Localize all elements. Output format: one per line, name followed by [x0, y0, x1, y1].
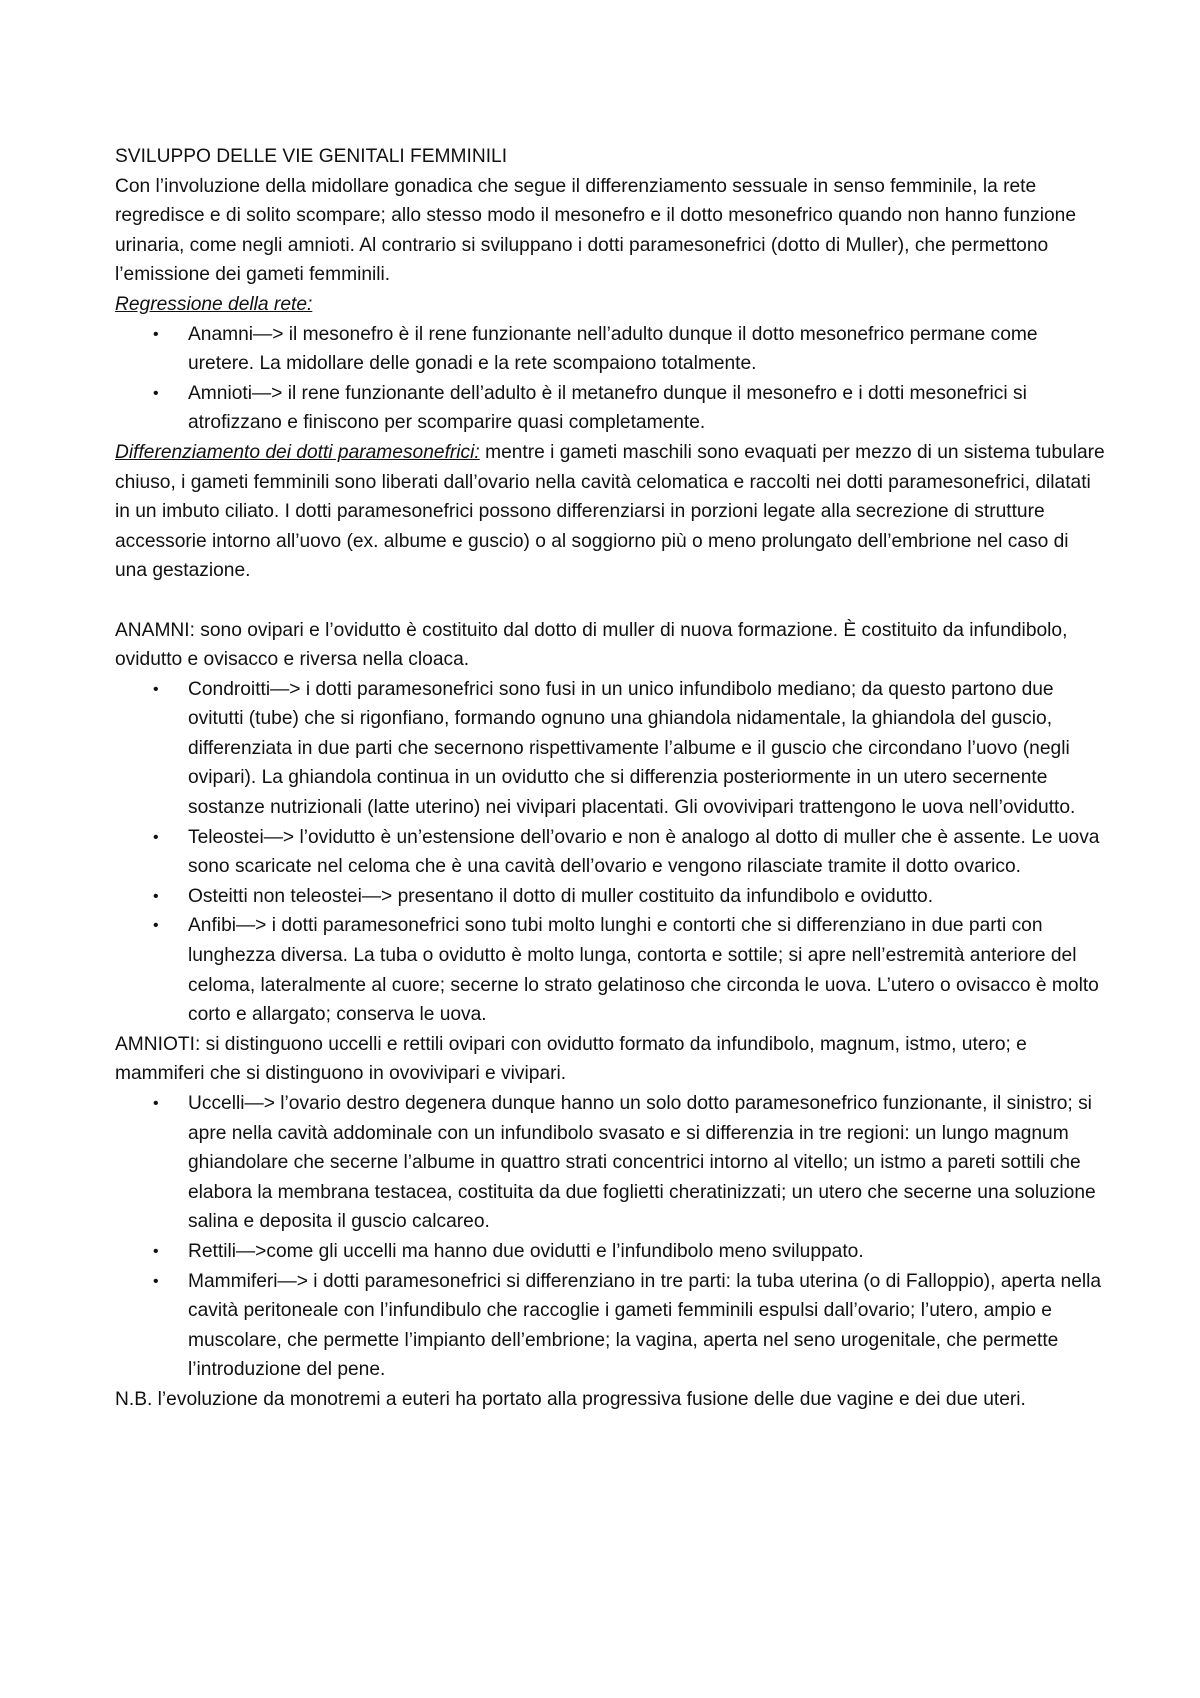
- regressione-heading: Regressione della rete:: [115, 293, 313, 315]
- list-item-text: Teleostei—> l’ovidutto è un’estensione dell’ovario e non è analogo al dotto di muller che è assente. Le uova sono scaricate nel celoma che è una cavità dell’ovario e vengono rilasciate tramite il dotto ovarico.: [188, 826, 1100, 878]
- list-item: [115, 1267, 1105, 1385]
- list-item-text: Anfibi—> i dotti paramesonefrici sono tubi molto lunghi e contorti che si differenziano in due parti con lunghezza diversa. La tuba o ovidutto è molto lunga, contorta e sottile; si apre nell’estremità anteriore del celoma, lateralmente al cuore; secerne lo strato gelatinoso che circonda le uova. L’utero o ovisacco è molto corto e allargato; conserva le uova.: [188, 915, 1099, 1026]
- bullet-icon: •: [153, 887, 159, 905]
- bullet-icon: •: [153, 384, 159, 402]
- bullet-icon: •: [153, 1095, 159, 1112]
- nb-paragraph: N.B. l’evoluzione da monotremi a euteri ha portato alla progressiva fusione delle due vagine e dei due uteri.: [115, 1388, 1026, 1410]
- differenziamento-text: mentre i gameti maschili sono evaquati per mezzo di un sistema tubulare chiuso, i gameti femminili sono liberati dall’ovario nella cavità celomatica e raccolti nei dotti paramesonefrici, dilatati in un imbuto ciliato. I dotti paramesonefrici possono differenziarsi in porzioni legate alla secrezione di strutture accessorie intorno all’uovo (ex. albume e guscio) o al soggiorno più o meno prolungato dell’embrione nel caso di una gestazione.: [115, 441, 1105, 582]
- amnioti-list: [115, 1089, 1105, 1385]
- list-item: [115, 823, 1105, 882]
- intro-paragraph: Con l’involuzione della midollare gonadica che segue il differenziamento sessuale in senso femminile, la rete regredisce e di solito scompare; allo stesso modo il mesonefro e il dotto mesonefrico quando non hanno funzione urinaria, come negli amnioti. Al contrario si sviluppano i dotti paramesonefrici (dotto di Muller), che permettono l’emissione dei gameti femminili.: [115, 175, 1077, 286]
- list-item-text: Amnioti—> il rene funzionante dell’adulto è il metanefro dunque il mesonefro e i dotti mesonefrici si atrofizzano e finiscono per scomparire quasi completamente.: [188, 382, 1027, 434]
- list-item: [115, 882, 1105, 912]
- bullet-icon: •: [153, 325, 159, 343]
- regressione-list: [115, 320, 1105, 438]
- spacer: [115, 586, 1105, 616]
- document-title: SVILUPPO DELLE VIE GENITALI FEMMINILI: [115, 146, 508, 167]
- list-item-text: Osteitti non teleostei—> presentano il dotto di muller costituito da infundibolo e ovidutto.: [188, 885, 934, 907]
- list-item: [115, 1089, 1105, 1237]
- list-item: [115, 911, 1105, 1029]
- differenziamento-heading: Differenziamento dei dotti paramesonefrici:: [115, 441, 480, 463]
- bullet-icon: •: [153, 1242, 159, 1260]
- anamni-list: [115, 675, 1105, 1030]
- list-item-text: Condroitti—> i dotti paramesonefrici sono fusi in un unico infundibolo mediano; da questo partono due ovitutti (tube) che si rigonfiano, formando ognuno una ghiandola nidamentale, la ghiandola del guscio, differenziata in due parti che secernono rispettivamente l’albume e il guscio che circondano l’uovo (negli ovipari). La ghiandola continua in un ovidutto che si differenzia posteriormente in un utero secernente sostanze nutrizionali (latte uterino) nei vivipari placentati. Gli ovovivipari trattengono le uova nell’ovidutto.: [188, 678, 1076, 819]
- list-item-text: Uccelli—> l’ovario destro degenera dunque hanno un solo dotto paramesonefrico funzionante, il sinistro; si apre nella cavità addominale con un infundibolo svasato e si differenzia in tre regioni: un lungo magnum ghiandolare che secerne l’albume in quattro strati concentrici intorno al vitello; un istmo a pareti sottili che elabora la membrana testacea, costituita da due foglietti cheratinizzati; un utero che secerne una soluzione salina e deposita il guscio calcareo.: [188, 1093, 1096, 1233]
- list-item-text: Rettili—>come gli uccelli ma hanno due ovidutti e l’infundibolo meno sviluppato.: [188, 1240, 864, 1262]
- list-item: [115, 320, 1105, 379]
- document-body: [115, 142, 1105, 1415]
- list-item-text: Mammiferi—> i dotti paramesonefrici si differenziano in tre parti: la tuba uterina (o di Falloppio), aperta nella cavità peritoneale con l’infundibulo che raccoglie i gameti femminili espulsi dall’ovario; l’utero, ampio e muscolare, che permette l’impianto dell’embrione; la vagina, aperta nel seno urogenitale, che permette l’introduzione del pene.: [188, 1270, 1102, 1381]
- amnioti-paragraph: AMNIOTI: si distinguono uccelli e rettili ovipari con ovidutto formato da infundibolo, magnum, istmo, utero; e mammiferi che si distinguono in ovovivipari e vivipari.: [115, 1033, 1027, 1085]
- list-item: [115, 1237, 1105, 1267]
- bullet-icon: •: [153, 828, 159, 846]
- list-item: [115, 675, 1105, 823]
- anamni-paragraph: ANAMNI: sono ovipari e l’ovidutto è costituito dal dotto di muller di nuova formazione. È costituito da infundibolo, ovidutto e ovisacco e riversa nella cloaca.: [115, 619, 1068, 671]
- bullet-icon: •: [153, 1272, 159, 1290]
- list-item: [115, 379, 1105, 438]
- list-item-text: Anamni—> il mesonefro è il rene funzionante nell’adulto dunque il dotto mesonefrico permane come uretere. La midollare delle gonadi e la rete scompaiono totalmente.: [188, 323, 1038, 375]
- regressione-label: [115, 290, 1105, 320]
- differenziamento-paragraph: [115, 438, 1105, 586]
- bullet-icon: •: [153, 917, 159, 935]
- bullet-icon: •: [153, 680, 159, 698]
